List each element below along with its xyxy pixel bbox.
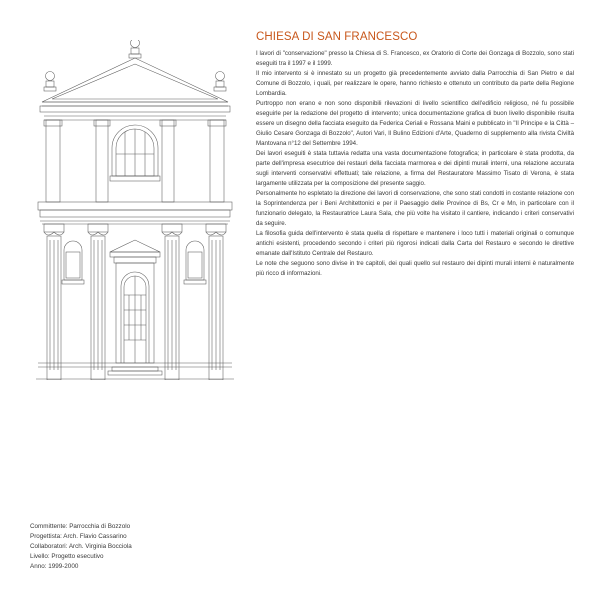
window-left bbox=[62, 241, 84, 284]
credit-year: Anno: 1999-2000 bbox=[30, 563, 79, 570]
credit-level: Livello: Progetto esecutivo bbox=[30, 553, 104, 560]
paragraph: Personalmente ho espletato la direzione dei lavori di conservazione, che sono stati condotti in costante relazione con la Soprintendenza per i Beni Architettonici e per il Paesaggio delle Province di Bs, Cr e Mn, in particolare con il funzionario delegato, la Restauratrice Laura Sala, che più volte ha visitato il cantiere, indicando i criteri conservativi da seguire. bbox=[256, 190, 574, 227]
credit-designer: Progettista: Arch. Flavio Cassarino bbox=[30, 533, 127, 540]
credit-collaborators: Collaboratori: Arch. Virginia Bocciola bbox=[30, 543, 132, 550]
credit-client: Committente: Parrocchia di Bozzolo bbox=[30, 523, 131, 530]
pilaster-4 bbox=[206, 224, 226, 380]
paragraph: I lavori di "conservazione" presso la Chiesa di S. Francesco, ex Oratorio di Corte dei Gonzaga di Bozzolo, sono stati eseguiti tra il 1997 e il 1999. bbox=[256, 50, 574, 67]
paragraph: Purtroppo non erano e non sono disponibili rilevazioni di livello scientifico dell'edificio religioso, né fu possibile eseguirle per la redazione del progetto di intervento; unica documentazione grafica di buon livello disponibile risulta essere un disegno della facciata eseguito da Federica Ceriali e Rossana Maini e pubblicato in "Il Principe e la Città – Giulio Cesare Gonzaga di Bozzolo", Autori Vari, Il Bulino Edizioni d'Arte, Quaderno di supplemento alla rivista Civiltà Mantovana n°12 del Settembre 1994. bbox=[256, 100, 574, 147]
finial-right bbox=[214, 72, 226, 92]
paragraph: Le note che seguono sono divise in tre capitoli, dei quali quello sul restauro dei dipinti murali interni è naturalmente più ricco di informazioni. bbox=[256, 260, 574, 277]
page-title: CHIESA DI SAN FRANCESCO bbox=[256, 31, 418, 43]
body-text bbox=[256, 49, 574, 279]
project-credits bbox=[30, 522, 132, 572]
pilaster-1 bbox=[44, 224, 64, 380]
finial-center bbox=[129, 40, 141, 58]
main-portal bbox=[110, 240, 160, 363]
window-right bbox=[184, 241, 206, 284]
paragraph: La filosofia guida dell'intervento è stata quella di rispettare e mantenere i loco tutti i materiali originali o comunque antichi esistenti, procedendo secondo i criteri più rigorosi indicati dalla Carta del Restauro e secondo le direttive emanate dall'Istituto Centrale del Restauro. bbox=[256, 230, 574, 257]
church-facade-drawing bbox=[20, 40, 250, 380]
finial-left bbox=[44, 72, 56, 92]
paragraph: Il mio intervento si è innestato su un progetto già precedentemente avviato dalla Parrocchia di San Pietro e dal Comune di Bozzolo, i quali, per realizzare le opere, hanno richiesto e ottenuto un contributo da parte della Regione Lombardia. bbox=[256, 70, 574, 97]
paragraph: Dei lavori eseguiti è stata tuttavia redatta una vasta documentazione fotografica; in particolare è stata prodotta, da parte dell'impresa esecutrice dei restauri della facciata marmorea e dei dipinti murali interni, una relazione accurata sugli interventi conservativi effettuati; tale relazione, a firma del Restauratore Massimo Tisato di Verona, è stata largamente utilizzata per la composizione del presente saggio. bbox=[256, 150, 574, 187]
pilaster-3 bbox=[162, 224, 182, 380]
pilaster-2 bbox=[88, 224, 108, 380]
